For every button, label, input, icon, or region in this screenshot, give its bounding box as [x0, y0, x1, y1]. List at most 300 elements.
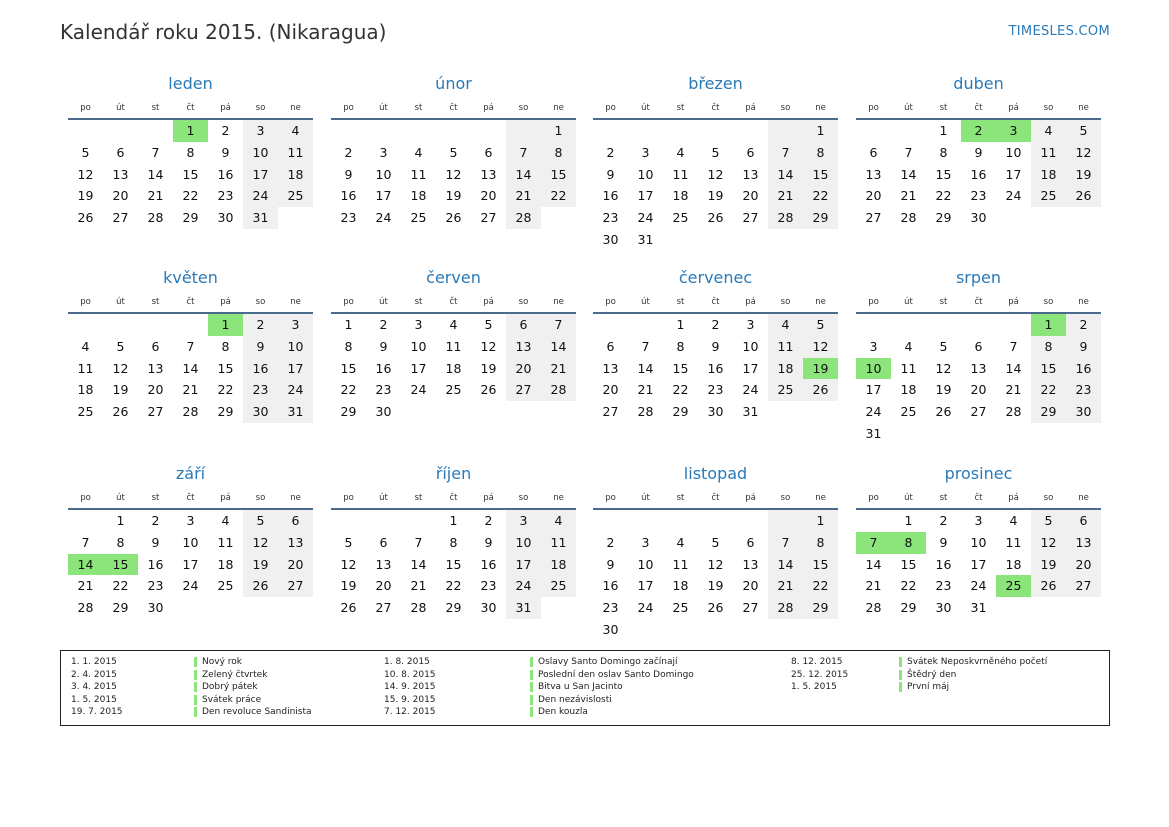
- day-cell: 4: [278, 120, 313, 142]
- empty-cell: [138, 314, 173, 336]
- weekday-label: st: [676, 297, 685, 307]
- legend-holiday-name: Štědrý den: [907, 669, 957, 680]
- day-cell: 25: [900, 404, 917, 420]
- day-cell: 2: [379, 317, 388, 332]
- day-cell: 4: [1009, 513, 1018, 528]
- weekday-label: po: [80, 103, 91, 113]
- day-cell: 6: [746, 144, 755, 160]
- weekday-label: ne: [553, 103, 564, 113]
- day-cell: 11: [278, 142, 313, 164]
- day-cell: 16: [970, 166, 987, 182]
- day-cell: 13: [602, 360, 619, 376]
- empty-cell: [331, 510, 366, 532]
- legend-item: [384, 681, 684, 694]
- day-grid: [856, 314, 1101, 445]
- day-cell: 22: [182, 188, 199, 204]
- legend-item: [71, 656, 371, 669]
- weekday-label: út: [116, 103, 125, 113]
- day-cell: 22: [217, 382, 234, 398]
- day-cell: 31: [243, 207, 278, 229]
- day-cell: 27: [112, 210, 129, 226]
- legend-holiday-name: Nový rok: [202, 657, 242, 667]
- weekday-label: čt: [186, 493, 195, 503]
- weekday-label: po: [343, 103, 354, 113]
- day-cell: 20: [970, 382, 987, 398]
- day-cell: 19: [480, 360, 497, 376]
- empty-cell: [768, 510, 803, 532]
- empty-cell: [768, 120, 803, 142]
- empty-cell: [68, 314, 103, 336]
- day-cell: 20: [278, 554, 313, 576]
- day-cell: 22: [340, 382, 357, 398]
- legend-holiday-name: Zelený čtvrtek: [202, 669, 268, 680]
- legend-date: 7. 12. 2015: [384, 707, 436, 718]
- day-cell: 24: [637, 210, 654, 226]
- weekday-label: čt: [711, 103, 720, 113]
- day-cell: 18: [900, 382, 917, 398]
- month-7: [593, 268, 838, 423]
- day-cell: 7: [186, 338, 195, 354]
- empty-cell: [401, 120, 436, 142]
- weekday-label: čt: [711, 493, 720, 503]
- day-cell: 22: [803, 185, 838, 207]
- legend-date: 1. 5. 2015: [71, 694, 117, 705]
- day-cell: 22: [900, 578, 917, 594]
- day-cell: 28: [900, 210, 917, 226]
- day-cell: 1: [449, 513, 458, 528]
- month-name: únor: [435, 74, 472, 93]
- day-cell: 14: [637, 360, 654, 376]
- day-cell: 17: [1005, 166, 1022, 182]
- day-cell: 15: [182, 166, 199, 182]
- day-cell: 2: [939, 513, 948, 528]
- day-cell: 31: [637, 231, 654, 247]
- day-cell: 6: [151, 338, 160, 354]
- day-cell: 1: [803, 510, 838, 532]
- day-cell: 7: [904, 144, 913, 160]
- day-cell: 30: [970, 210, 987, 226]
- weekday-label: so: [1043, 493, 1054, 503]
- weekday-label: ne: [290, 103, 301, 113]
- day-cell: 18: [217, 556, 234, 572]
- day-cell: 25: [445, 382, 462, 398]
- day-cell: 12: [77, 166, 94, 182]
- day-cell: 9: [711, 338, 720, 354]
- empty-cell: [733, 510, 768, 532]
- day-cell: 8: [803, 532, 838, 554]
- legend-item: [791, 656, 1091, 669]
- empty-cell: [68, 120, 103, 142]
- weekday-label: so: [780, 493, 791, 503]
- day-cell: 12: [1031, 532, 1066, 554]
- day-cell: 1: [939, 123, 948, 138]
- day-cell: 26: [707, 600, 724, 616]
- empty-cell: [471, 120, 506, 142]
- weekday-label: čt: [186, 103, 195, 113]
- day-cell: 1: [541, 120, 576, 142]
- day-cell: 20: [602, 382, 619, 398]
- weekday-label: pá: [220, 493, 231, 503]
- day-cell: 12: [243, 532, 278, 554]
- empty-cell: [366, 510, 401, 532]
- day-cell: 11: [1005, 534, 1022, 550]
- day-grid: [331, 510, 576, 619]
- day-cell: 5: [243, 510, 278, 532]
- weekday-label: pá: [220, 297, 231, 307]
- weekday-label: st: [939, 297, 948, 307]
- weekday-label: ne: [815, 493, 826, 503]
- day-cell: 2: [243, 314, 278, 336]
- day-cell: 21: [147, 188, 164, 204]
- holiday-day: 2: [961, 120, 996, 142]
- empty-cell: [331, 120, 366, 142]
- weekday-label: so: [518, 103, 529, 113]
- day-cell: 13: [1066, 532, 1101, 554]
- legend-date: 1. 5. 2015: [791, 682, 837, 693]
- day-cell: 10: [410, 338, 427, 354]
- month-8: [856, 268, 1101, 445]
- day-cell: 4: [449, 317, 458, 332]
- day-cell: 24: [742, 382, 759, 398]
- day-cell: 24: [410, 382, 427, 398]
- day-cell: 16: [480, 556, 497, 572]
- day-cell: 10: [1005, 144, 1022, 160]
- weekday-label: pá: [220, 103, 231, 113]
- day-cell: 1: [116, 513, 125, 528]
- legend-date: 14. 9. 2015: [384, 682, 436, 693]
- day-cell: 9: [243, 336, 278, 358]
- empty-cell: [891, 120, 926, 142]
- day-cell: 9: [344, 166, 353, 182]
- holiday-day: 25: [996, 575, 1031, 597]
- day-cell: 20: [112, 188, 129, 204]
- day-cell: 2: [221, 123, 230, 138]
- day-cell: 13: [970, 360, 987, 376]
- day-cell: 14: [147, 166, 164, 182]
- day-cell: 10: [637, 556, 654, 572]
- weekday-label: so: [1043, 297, 1054, 307]
- day-cell: 15: [803, 554, 838, 576]
- day-cell: 11: [900, 360, 917, 376]
- empty-cell: [506, 120, 541, 142]
- day-cell: 1: [803, 120, 838, 142]
- day-cell: 30: [1066, 401, 1101, 423]
- day-cell: 1: [344, 317, 353, 332]
- day-cell: 21: [865, 578, 882, 594]
- day-cell: 21: [541, 358, 576, 380]
- weekday-label: pá: [745, 297, 756, 307]
- day-cell: 10: [637, 166, 654, 182]
- day-cell: 5: [1066, 120, 1101, 142]
- legend-holiday-name: Den kouzla: [538, 707, 588, 718]
- day-cell: 4: [676, 144, 685, 160]
- day-cell: 31: [970, 600, 987, 616]
- day-cell: 9: [606, 166, 615, 182]
- legend-color-marker: [194, 682, 197, 692]
- day-cell: 29: [182, 210, 199, 226]
- day-cell: 10: [506, 532, 541, 554]
- legend-holiday-name: Oslavy Santo Domingo začínají: [538, 657, 678, 667]
- weekday-label: ne: [290, 297, 301, 307]
- weekday-label: pá: [1008, 297, 1019, 307]
- day-cell: 24: [243, 185, 278, 207]
- day-cell: 24: [1005, 188, 1022, 204]
- day-cell: 16: [340, 188, 357, 204]
- weekday-header: [68, 100, 313, 120]
- weekday-label: st: [939, 103, 948, 113]
- empty-cell: [891, 314, 926, 336]
- day-cell: 14: [1005, 360, 1022, 376]
- legend-date: 10. 8. 2015: [384, 669, 436, 680]
- day-cell: 25: [1031, 185, 1066, 207]
- day-cell: 29: [672, 404, 689, 420]
- weekday-label: st: [414, 103, 423, 113]
- day-cell: 18: [445, 360, 462, 376]
- month-name: listopad: [683, 464, 748, 483]
- day-cell: 17: [375, 188, 392, 204]
- day-cell: 17: [243, 164, 278, 186]
- day-cell: 21: [637, 382, 654, 398]
- day-cell: 9: [484, 534, 493, 550]
- day-cell: 27: [742, 210, 759, 226]
- day-cell: 5: [116, 338, 125, 354]
- weekday-label: čt: [449, 493, 458, 503]
- day-cell: 14: [506, 164, 541, 186]
- empty-cell: [68, 510, 103, 532]
- day-cell: 21: [900, 188, 917, 204]
- legend-item: [71, 706, 371, 719]
- day-cell: 3: [186, 513, 195, 528]
- day-cell: 7: [541, 314, 576, 336]
- month-9: [68, 464, 313, 619]
- weekday-label: st: [414, 493, 423, 503]
- legend-color-marker: [530, 657, 533, 667]
- weekday-label: pá: [1008, 103, 1019, 113]
- weekday-label: st: [676, 493, 685, 503]
- day-cell: 24: [865, 404, 882, 420]
- weekday-label: po: [868, 103, 879, 113]
- legend-holiday-name: Den nezávislosti: [538, 694, 612, 705]
- weekday-label: ne: [290, 493, 301, 503]
- day-cell: 27: [865, 210, 882, 226]
- legend-holiday-name: Svátek Neposkvrněného početí: [907, 657, 1048, 667]
- day-cell: 16: [602, 188, 619, 204]
- empty-cell: [138, 120, 173, 142]
- day-cell: 19: [340, 578, 357, 594]
- day-cell: 13: [865, 166, 882, 182]
- weekday-label: po: [605, 297, 616, 307]
- weekday-label: po: [605, 103, 616, 113]
- holiday-day: 14: [68, 554, 103, 576]
- day-cell: 15: [340, 360, 357, 376]
- day-cell: 18: [410, 188, 427, 204]
- day-cell: 4: [904, 338, 913, 354]
- day-cell: 7: [151, 144, 160, 160]
- day-cell: 6: [974, 338, 983, 354]
- month-name: duben: [953, 74, 1004, 93]
- weekday-label: út: [379, 297, 388, 307]
- day-cell: 11: [410, 166, 427, 182]
- day-cell: 8: [221, 338, 230, 354]
- empty-cell: [103, 314, 138, 336]
- weekday-label: pá: [483, 103, 494, 113]
- day-cell: 8: [186, 144, 195, 160]
- day-cell: 23: [602, 210, 619, 226]
- weekday-label: ne: [1078, 103, 1089, 113]
- day-cell: 30: [243, 401, 278, 423]
- legend-holiday-name: Svátek práce: [202, 694, 262, 705]
- day-cell: 12: [340, 556, 357, 572]
- day-cell: 18: [1005, 556, 1022, 572]
- day-cell: 13: [147, 360, 164, 376]
- day-cell: 18: [672, 188, 689, 204]
- day-cell: 6: [116, 144, 125, 160]
- legend-date: 3. 4. 2015: [71, 682, 117, 693]
- weekday-label: pá: [483, 297, 494, 307]
- legend-date: 1. 1. 2015: [71, 657, 117, 667]
- day-cell: 23: [375, 382, 392, 398]
- day-cell: 1: [904, 513, 913, 528]
- day-cell: 12: [935, 360, 952, 376]
- day-cell: 12: [1066, 142, 1101, 164]
- day-cell: 7: [768, 532, 803, 554]
- day-cell: 13: [742, 556, 759, 572]
- day-cell: 8: [939, 144, 948, 160]
- day-cell: 21: [506, 185, 541, 207]
- month-name: prosinec: [944, 464, 1013, 483]
- day-cell: 28: [768, 207, 803, 229]
- day-grid: [593, 120, 838, 251]
- day-cell: 6: [379, 534, 388, 550]
- day-cell: 1: [676, 317, 685, 332]
- day-cell: 29: [445, 600, 462, 616]
- day-cell: 8: [1031, 336, 1066, 358]
- day-cell: 9: [221, 144, 230, 160]
- day-cell: 18: [77, 382, 94, 398]
- day-cell: 28: [637, 404, 654, 420]
- day-cell: 20: [742, 188, 759, 204]
- day-cell: 19: [77, 188, 94, 204]
- day-cell: 13: [278, 532, 313, 554]
- day-cell: 5: [484, 317, 493, 332]
- weekday-label: po: [80, 493, 91, 503]
- legend-date: 19. 7. 2015: [71, 707, 123, 718]
- weekday-label: ne: [815, 297, 826, 307]
- weekday-label: út: [379, 493, 388, 503]
- day-cell: 30: [375, 404, 392, 420]
- legend-color-marker: [194, 657, 197, 667]
- weekday-label: út: [904, 103, 913, 113]
- day-cell: 31: [278, 401, 313, 423]
- weekday-label: út: [641, 493, 650, 503]
- day-cell: 27: [1066, 575, 1101, 597]
- legend-date: 2. 4. 2015: [71, 669, 117, 680]
- month-name: leden: [168, 74, 213, 93]
- day-cell: 3: [414, 317, 423, 332]
- day-cell: 5: [939, 338, 948, 354]
- weekday-label: po: [80, 297, 91, 307]
- day-cell: 9: [1066, 336, 1101, 358]
- day-cell: 26: [1066, 185, 1101, 207]
- empty-cell: [698, 510, 733, 532]
- legend-holiday-name: Bitva u San Jacinto: [538, 682, 623, 693]
- day-cell: 7: [506, 142, 541, 164]
- weekday-label: so: [518, 297, 529, 307]
- day-cell: 15: [541, 164, 576, 186]
- weekday-label: pá: [745, 493, 756, 503]
- day-cell: 30: [602, 621, 619, 637]
- day-grid: [856, 120, 1101, 229]
- day-cell: 17: [637, 188, 654, 204]
- month-3: [593, 74, 838, 251]
- legend-item: [384, 656, 684, 669]
- day-cell: 11: [1031, 142, 1066, 164]
- legend-item: [791, 681, 1091, 694]
- day-cell: 21: [182, 382, 199, 398]
- day-cell: 2: [484, 513, 493, 528]
- day-cell: 5: [449, 144, 458, 160]
- day-cell: 28: [768, 597, 803, 619]
- day-cell: 26: [480, 382, 497, 398]
- day-cell: 31: [865, 425, 882, 441]
- holiday-day: 7: [856, 532, 891, 554]
- weekday-label: út: [641, 297, 650, 307]
- day-cell: 21: [1005, 382, 1022, 398]
- day-cell: 6: [484, 144, 493, 160]
- month-name: červenec: [678, 268, 753, 287]
- legend-color-marker: [530, 682, 533, 692]
- day-cell: 17: [278, 358, 313, 380]
- day-cell: 16: [707, 360, 724, 376]
- weekday-label: po: [343, 493, 354, 503]
- day-cell: 14: [541, 336, 576, 358]
- day-cell: 5: [803, 314, 838, 336]
- day-cell: 15: [900, 556, 917, 572]
- weekday-label: st: [676, 103, 685, 113]
- day-cell: 5: [344, 534, 353, 550]
- site-link[interactable]: TIMESLES.COM: [1008, 24, 1110, 39]
- day-cell: 14: [865, 556, 882, 572]
- legend-holiday-name: Dobrý pátek: [202, 682, 258, 693]
- month-5: [68, 268, 313, 423]
- day-grid: [68, 510, 313, 619]
- day-cell: 12: [803, 336, 838, 358]
- day-cell: 19: [1031, 554, 1066, 576]
- day-cell: 16: [243, 358, 278, 380]
- weekday-header: [593, 294, 838, 314]
- weekday-header: [331, 100, 576, 120]
- weekday-label: út: [116, 297, 125, 307]
- empty-cell: [628, 510, 663, 532]
- day-cell: 9: [606, 556, 615, 572]
- day-cell: 16: [375, 360, 392, 376]
- holiday-day: 3: [996, 120, 1031, 142]
- legend-item: [71, 694, 371, 707]
- day-cell: 25: [672, 600, 689, 616]
- holiday-day: 10: [856, 358, 891, 380]
- day-cell: 16: [1066, 358, 1101, 380]
- day-grid: [68, 314, 313, 423]
- holiday-day: 15: [103, 554, 138, 576]
- day-cell: 30: [602, 231, 619, 247]
- day-cell: 20: [865, 188, 882, 204]
- weekday-label: so: [1043, 103, 1054, 113]
- empty-cell: [593, 510, 628, 532]
- month-name: březen: [688, 74, 743, 93]
- day-cell: 13: [480, 166, 497, 182]
- holiday-day: 1: [173, 120, 208, 142]
- day-cell: 25: [77, 404, 94, 420]
